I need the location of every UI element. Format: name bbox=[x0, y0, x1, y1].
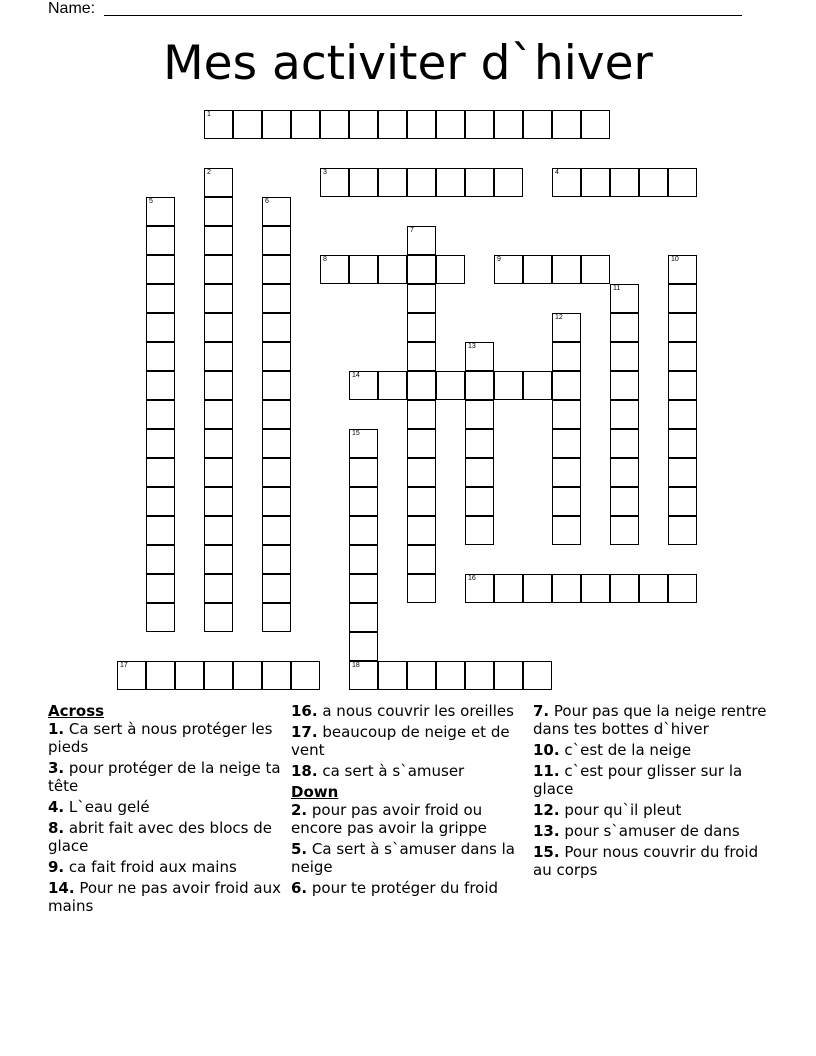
grid-cell[interactable] bbox=[494, 574, 523, 603]
grid-cell[interactable] bbox=[407, 110, 436, 139]
grid-cell[interactable] bbox=[175, 661, 204, 690]
grid-cell[interactable] bbox=[523, 661, 552, 690]
grid-cell[interactable] bbox=[494, 110, 523, 139]
grid-cell[interactable] bbox=[262, 255, 291, 284]
grid-cell[interactable] bbox=[262, 516, 291, 545]
clue-number-8: 8 bbox=[323, 256, 327, 263]
clues-column-1 bbox=[48, 702, 284, 918]
grid-cell[interactable] bbox=[407, 226, 436, 255]
clue-number: 7. bbox=[533, 702, 550, 720]
clue-text: ca fait froid aux mains bbox=[64, 858, 237, 876]
clue-number-16: 16 bbox=[468, 575, 476, 582]
clue-number: 3. bbox=[48, 759, 65, 777]
across-clue bbox=[291, 762, 527, 780]
grid-cell[interactable] bbox=[465, 574, 494, 603]
grid-cell[interactable] bbox=[436, 168, 465, 197]
across-clue bbox=[48, 858, 284, 876]
grid-cell[interactable] bbox=[378, 371, 407, 400]
grid-cell[interactable] bbox=[552, 168, 581, 197]
down-clue bbox=[533, 762, 769, 798]
clue-number: 14. bbox=[48, 879, 75, 897]
grid-cell[interactable] bbox=[204, 371, 233, 400]
clue-text: Pour nous couvrir du froid au corps bbox=[533, 843, 759, 879]
grid-cell[interactable] bbox=[610, 574, 639, 603]
grid-cell[interactable] bbox=[378, 661, 407, 690]
grid-cell[interactable] bbox=[204, 400, 233, 429]
grid-cell[interactable] bbox=[465, 400, 494, 429]
clue-number-11: 11 bbox=[613, 285, 621, 292]
grid-cell[interactable] bbox=[262, 284, 291, 313]
grid-cell[interactable] bbox=[407, 168, 436, 197]
grid-cell[interactable] bbox=[349, 661, 378, 690]
grid-cell[interactable] bbox=[407, 255, 436, 284]
grid-cell[interactable] bbox=[349, 603, 378, 632]
grid-cell[interactable] bbox=[233, 110, 262, 139]
clue-number-15: 15 bbox=[352, 430, 360, 437]
grid-cell[interactable] bbox=[349, 545, 378, 574]
grid-cell[interactable] bbox=[204, 197, 233, 226]
grid-cell[interactable] bbox=[146, 371, 175, 400]
grid-cell[interactable] bbox=[262, 110, 291, 139]
clue-number-7: 7 bbox=[410, 227, 414, 234]
grid-cell[interactable] bbox=[204, 284, 233, 313]
grid-cell[interactable] bbox=[407, 487, 436, 516]
clue-text: L`eau gelé bbox=[64, 798, 150, 816]
down-clue bbox=[533, 822, 769, 840]
grid-cell[interactable] bbox=[436, 110, 465, 139]
grid-cell[interactable] bbox=[465, 458, 494, 487]
grid-cell[interactable] bbox=[262, 342, 291, 371]
grid-cell[interactable] bbox=[262, 226, 291, 255]
down-clue bbox=[291, 840, 527, 876]
grid-cell[interactable] bbox=[204, 545, 233, 574]
clue-number: 10. bbox=[533, 741, 560, 759]
clue-text: pour s`amuser de dans bbox=[559, 822, 740, 840]
grid-cell[interactable] bbox=[465, 342, 494, 371]
across-clue bbox=[48, 879, 284, 915]
grid-cell[interactable] bbox=[349, 574, 378, 603]
grid-cell[interactable] bbox=[146, 574, 175, 603]
grid-cell[interactable] bbox=[668, 429, 697, 458]
grid-cell[interactable] bbox=[610, 342, 639, 371]
clue-number-13: 13 bbox=[468, 343, 476, 350]
grid-cell[interactable] bbox=[291, 110, 320, 139]
grid-cell[interactable] bbox=[552, 110, 581, 139]
clue-text: beaucoup de neige et de vent bbox=[291, 723, 510, 759]
grid-cell[interactable] bbox=[610, 284, 639, 313]
grid-cell[interactable] bbox=[378, 168, 407, 197]
down-clue bbox=[533, 741, 769, 759]
grid-cell[interactable] bbox=[668, 168, 697, 197]
grid-cell[interactable] bbox=[262, 487, 291, 516]
clue-number: 15. bbox=[533, 843, 560, 861]
grid-cell[interactable] bbox=[494, 168, 523, 197]
clue-number-9: 9 bbox=[497, 256, 501, 263]
grid-cell[interactable] bbox=[146, 603, 175, 632]
clue-number: 13. bbox=[533, 822, 560, 840]
down-clue bbox=[533, 801, 769, 819]
across-clue bbox=[48, 759, 284, 795]
grid-cell[interactable] bbox=[146, 661, 175, 690]
clue-number-18: 18 bbox=[352, 662, 360, 669]
grid-cell[interactable] bbox=[204, 255, 233, 284]
clue-number-2: 2 bbox=[207, 169, 211, 176]
grid-cell[interactable] bbox=[204, 516, 233, 545]
grid-cell[interactable] bbox=[262, 429, 291, 458]
across-clue bbox=[48, 720, 284, 756]
clue-number: 17. bbox=[291, 723, 318, 741]
clue-number-3: 3 bbox=[323, 169, 327, 176]
grid-cell[interactable] bbox=[668, 400, 697, 429]
grid-cell[interactable] bbox=[349, 458, 378, 487]
name-label: Name: bbox=[48, 0, 96, 17]
grid-cell[interactable] bbox=[146, 284, 175, 313]
grid-cell[interactable] bbox=[320, 110, 349, 139]
down-clue bbox=[533, 843, 769, 879]
grid-cell[interactable] bbox=[610, 487, 639, 516]
grid-cell[interactable] bbox=[465, 487, 494, 516]
clue-number: 4. bbox=[48, 798, 65, 816]
grid-cell[interactable] bbox=[378, 255, 407, 284]
down-heading: Down bbox=[291, 783, 339, 801]
grid-cell[interactable] bbox=[552, 371, 581, 400]
clue-number: 8. bbox=[48, 819, 65, 837]
grid-cell[interactable] bbox=[552, 487, 581, 516]
grid-cell[interactable] bbox=[668, 574, 697, 603]
down-clue bbox=[291, 879, 527, 897]
grid-cell[interactable] bbox=[465, 110, 494, 139]
grid-cell[interactable] bbox=[349, 110, 378, 139]
clue-number: 18. bbox=[291, 762, 318, 780]
clue-text: pour qu`il pleut bbox=[559, 801, 682, 819]
grid-cell[interactable] bbox=[581, 110, 610, 139]
grid-cell[interactable] bbox=[349, 516, 378, 545]
grid-cell[interactable] bbox=[320, 168, 349, 197]
grid-cell[interactable] bbox=[204, 487, 233, 516]
grid-cell[interactable] bbox=[610, 313, 639, 342]
across-clue bbox=[48, 798, 284, 816]
grid-cell[interactable] bbox=[204, 574, 233, 603]
grid-cell[interactable] bbox=[465, 661, 494, 690]
grid-cell[interactable] bbox=[494, 371, 523, 400]
grid-cell[interactable] bbox=[668, 516, 697, 545]
clue-text: abrit fait avec des blocs de glace bbox=[48, 819, 272, 855]
grid-cell[interactable] bbox=[146, 400, 175, 429]
clue-text: Pour pas que la neige rentre dans tes bottes d`hiver bbox=[533, 702, 767, 738]
grid-cell[interactable] bbox=[407, 342, 436, 371]
across-clue bbox=[48, 819, 284, 855]
grid-cell[interactable] bbox=[407, 458, 436, 487]
clue-number: 1. bbox=[48, 720, 65, 738]
grid-cell[interactable] bbox=[146, 516, 175, 545]
grid-cell[interactable] bbox=[407, 400, 436, 429]
grid-cell[interactable] bbox=[204, 661, 233, 690]
grid-cell[interactable] bbox=[465, 516, 494, 545]
grid-cell[interactable] bbox=[204, 313, 233, 342]
grid-cell[interactable] bbox=[407, 574, 436, 603]
grid-cell[interactable] bbox=[262, 661, 291, 690]
grid-cell[interactable] bbox=[668, 371, 697, 400]
grid-cell[interactable] bbox=[378, 110, 407, 139]
grid-cell[interactable] bbox=[552, 255, 581, 284]
clue-number: 2. bbox=[291, 801, 308, 819]
page-title: Mes activiter d`hiver bbox=[163, 36, 653, 91]
grid-cell[interactable] bbox=[581, 255, 610, 284]
grid-cell[interactable] bbox=[262, 197, 291, 226]
grid-cell[interactable] bbox=[349, 168, 378, 197]
grid-cell[interactable] bbox=[349, 429, 378, 458]
grid-cell[interactable] bbox=[146, 197, 175, 226]
across-clue bbox=[291, 702, 527, 720]
clue-number: 9. bbox=[48, 858, 65, 876]
grid-cell[interactable] bbox=[668, 284, 697, 313]
clue-number-10: 10 bbox=[671, 256, 679, 263]
grid-cell[interactable] bbox=[465, 429, 494, 458]
grid-cell[interactable] bbox=[146, 487, 175, 516]
down-clue bbox=[533, 702, 769, 738]
grid-cell[interactable] bbox=[610, 458, 639, 487]
clue-number-4: 4 bbox=[555, 169, 559, 176]
grid-cell[interactable] bbox=[349, 255, 378, 284]
grid-cell[interactable] bbox=[262, 458, 291, 487]
grid-cell[interactable] bbox=[349, 632, 378, 661]
grid-cell[interactable] bbox=[523, 371, 552, 400]
clue-number: 6. bbox=[291, 879, 308, 897]
grid-cell[interactable] bbox=[407, 516, 436, 545]
clue-number-5: 5 bbox=[149, 198, 153, 205]
grid-cell[interactable] bbox=[436, 661, 465, 690]
clue-number-12: 12 bbox=[555, 314, 563, 321]
grid-cell[interactable] bbox=[523, 574, 552, 603]
grid-cell[interactable] bbox=[494, 255, 523, 284]
grid-cell[interactable] bbox=[262, 603, 291, 632]
grid-cell[interactable] bbox=[639, 574, 668, 603]
grid-cell[interactable] bbox=[668, 313, 697, 342]
grid-cell[interactable] bbox=[117, 661, 146, 690]
grid-cell[interactable] bbox=[204, 458, 233, 487]
grid-cell[interactable] bbox=[262, 313, 291, 342]
grid-cell[interactable] bbox=[146, 545, 175, 574]
grid-cell[interactable] bbox=[146, 458, 175, 487]
grid-cell[interactable] bbox=[320, 255, 349, 284]
grid-cell[interactable] bbox=[407, 661, 436, 690]
grid-cell[interactable] bbox=[262, 574, 291, 603]
clue-number: 11. bbox=[533, 762, 560, 780]
grid-cell[interactable] bbox=[204, 603, 233, 632]
grid-cell[interactable] bbox=[523, 255, 552, 284]
grid-cell[interactable] bbox=[552, 400, 581, 429]
clue-text: pour te protéger du froid bbox=[307, 879, 499, 897]
clue-number-14: 14 bbox=[352, 372, 360, 379]
grid-cell[interactable] bbox=[146, 226, 175, 255]
grid-cell[interactable] bbox=[610, 400, 639, 429]
grid-cell[interactable] bbox=[407, 429, 436, 458]
grid-cell[interactable] bbox=[291, 661, 320, 690]
grid-cell[interactable] bbox=[552, 429, 581, 458]
grid-cell[interactable] bbox=[146, 342, 175, 371]
clue-text: Pour ne pas avoir froid aux mains bbox=[48, 879, 281, 915]
clue-number: 5. bbox=[291, 840, 308, 858]
grid-cell[interactable] bbox=[407, 545, 436, 574]
grid-cell[interactable] bbox=[668, 255, 697, 284]
grid-cell[interactable] bbox=[610, 371, 639, 400]
clue-text: pour protéger de la neige ta tête bbox=[48, 759, 281, 795]
grid-cell[interactable] bbox=[552, 574, 581, 603]
grid-cell[interactable] bbox=[146, 313, 175, 342]
grid-cell[interactable] bbox=[668, 342, 697, 371]
grid-cell[interactable] bbox=[610, 429, 639, 458]
grid-cell[interactable] bbox=[465, 168, 494, 197]
grid-cell[interactable] bbox=[668, 487, 697, 516]
clue-text: Ca sert à s`amuser dans la neige bbox=[291, 840, 515, 876]
grid-cell[interactable] bbox=[204, 226, 233, 255]
grid-cell[interactable] bbox=[581, 574, 610, 603]
grid-cell[interactable] bbox=[407, 371, 436, 400]
clue-text: Ca sert à nous protéger les pieds bbox=[48, 720, 273, 756]
grid-cell[interactable] bbox=[146, 255, 175, 284]
grid-cell[interactable] bbox=[436, 371, 465, 400]
grid-cell[interactable] bbox=[349, 371, 378, 400]
grid-cell[interactable] bbox=[262, 400, 291, 429]
clue-number-17: 17 bbox=[120, 662, 128, 669]
clue-number-1: 1 bbox=[207, 111, 211, 118]
across-heading: Across bbox=[48, 702, 105, 720]
clue-text: pour pas avoir froid ou encore pas avoir la grippe bbox=[291, 801, 487, 837]
across-clue bbox=[291, 723, 527, 759]
clue-text: a nous couvrir les oreilles bbox=[317, 702, 514, 720]
clue-text: ca sert à s`amuser bbox=[317, 762, 465, 780]
grid-cell[interactable] bbox=[407, 284, 436, 313]
grid-cell[interactable] bbox=[204, 342, 233, 371]
grid-cell[interactable] bbox=[465, 371, 494, 400]
grid-cell[interactable] bbox=[204, 168, 233, 197]
grid-cell[interactable] bbox=[581, 168, 610, 197]
grid-cell[interactable] bbox=[146, 429, 175, 458]
grid-cell[interactable] bbox=[349, 487, 378, 516]
grid-cell[interactable] bbox=[610, 516, 639, 545]
clue-text: c`est de la neige bbox=[559, 741, 692, 759]
grid-cell[interactable] bbox=[552, 342, 581, 371]
grid-cell[interactable] bbox=[668, 458, 697, 487]
grid-cell[interactable] bbox=[552, 313, 581, 342]
grid-cell[interactable] bbox=[552, 458, 581, 487]
clues-column-3 bbox=[533, 702, 769, 882]
grid-cell[interactable] bbox=[610, 168, 639, 197]
clues-column-2 bbox=[291, 702, 527, 900]
grid-cell[interactable] bbox=[552, 516, 581, 545]
grid-cell[interactable] bbox=[639, 168, 668, 197]
clue-number: 16. bbox=[291, 702, 318, 720]
grid-cell[interactable] bbox=[436, 255, 465, 284]
clue-number-6: 6 bbox=[265, 198, 269, 205]
grid-cell[interactable] bbox=[233, 661, 262, 690]
grid-cell[interactable] bbox=[262, 371, 291, 400]
grid-cell[interactable] bbox=[494, 661, 523, 690]
grid-cell[interactable] bbox=[523, 110, 552, 139]
clue-text: c`est pour glisser sur la glace bbox=[533, 762, 743, 798]
grid-cell[interactable] bbox=[204, 110, 233, 139]
grid-cell[interactable] bbox=[262, 545, 291, 574]
clue-number: 12. bbox=[533, 801, 560, 819]
grid-cell[interactable] bbox=[204, 429, 233, 458]
down-clue bbox=[291, 801, 527, 837]
grid-cell[interactable] bbox=[407, 313, 436, 342]
